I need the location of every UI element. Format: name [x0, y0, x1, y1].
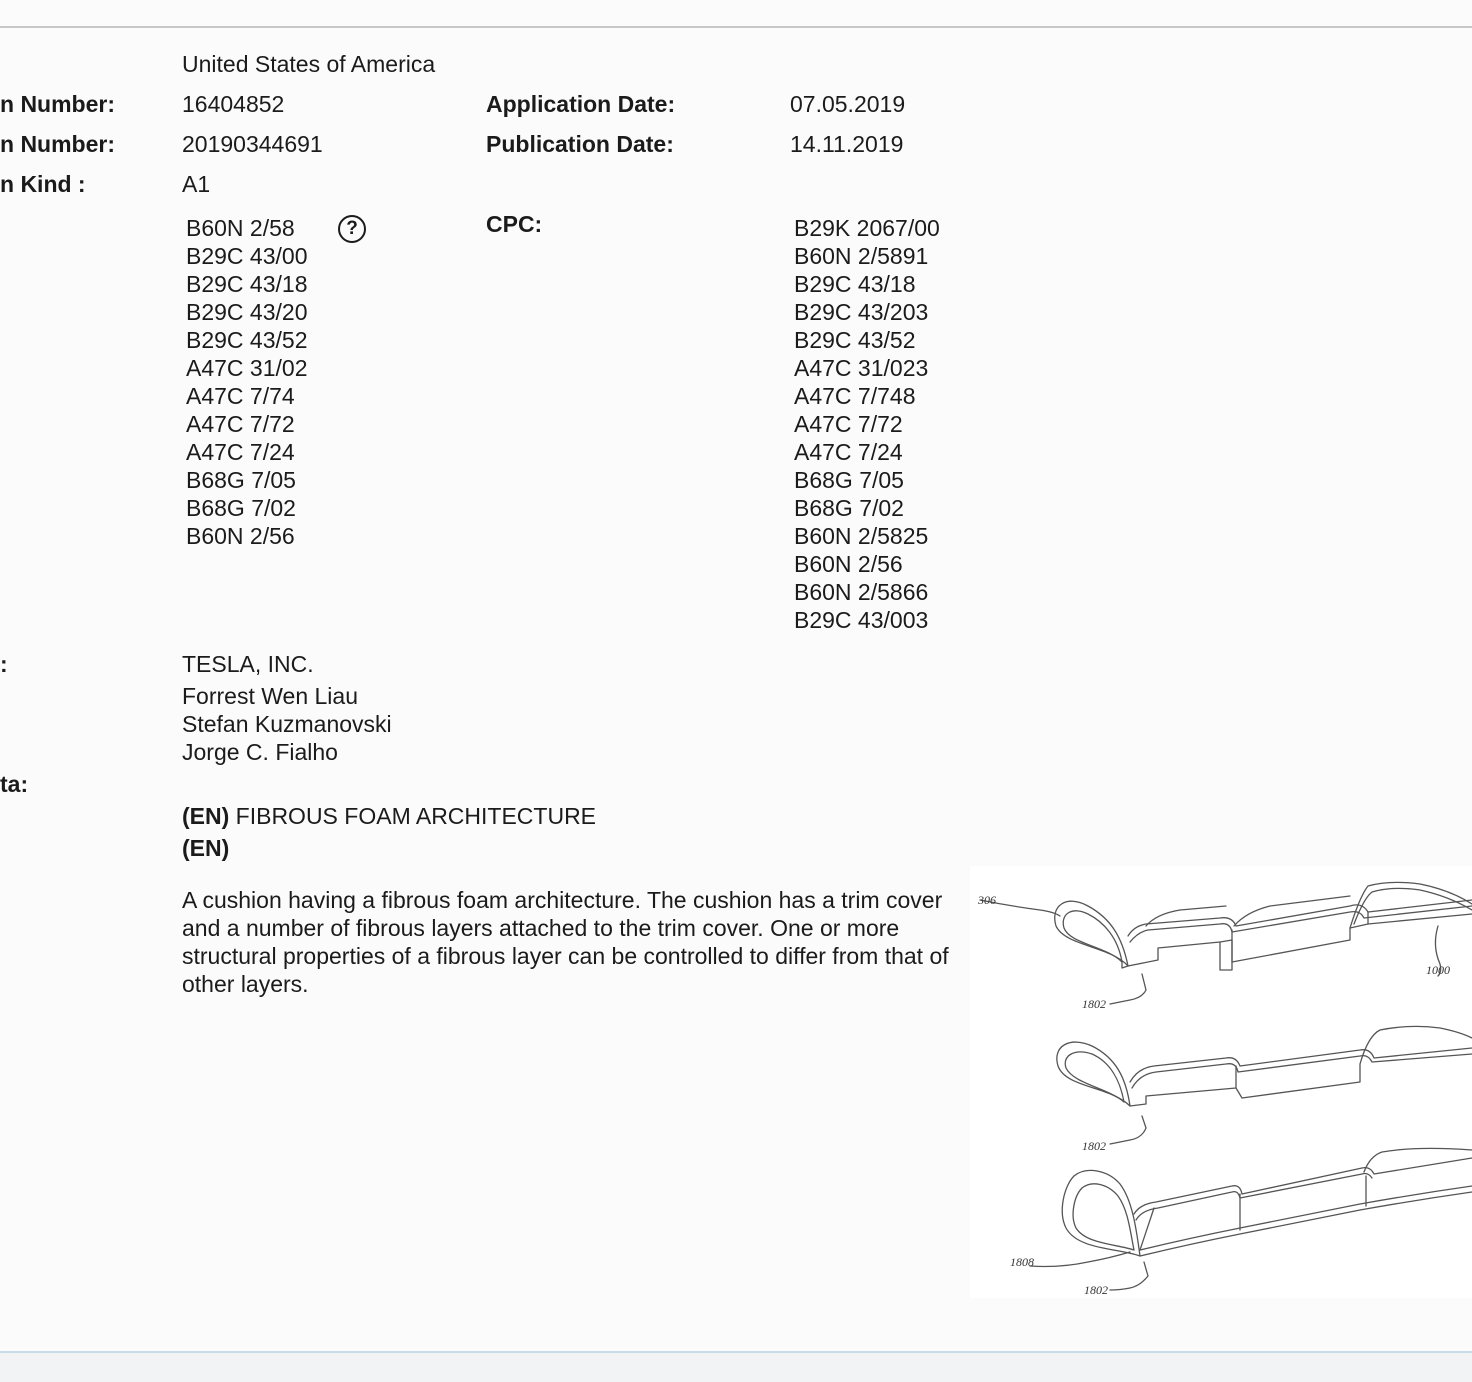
ipc-code-list: [186, 214, 307, 550]
abstract-text: A cushion having a fibrous foam architecture. The cushion has a trim cover and a number of fibrous layers attached to the trim cover. One or more structural properties of a fibrous layer can be controlled to differ from that of other layers.: [182, 887, 949, 997]
cpc-code-list: [794, 214, 940, 634]
bottom-divider: [0, 1351, 1472, 1382]
label-publication-number: n Number:: [0, 131, 115, 157]
ipc-code[interactable]: A47C 7/72: [186, 411, 295, 437]
ipc-code[interactable]: B29C 43/20: [186, 299, 308, 325]
cushion-figure-2: [1057, 1026, 1472, 1144]
ipc-code[interactable]: A47C 31/02: [186, 355, 308, 381]
ipc-code[interactable]: B29C 43/18: [186, 271, 308, 297]
ipc-code[interactable]: B29C 43/52: [186, 327, 308, 353]
title-language-secondary: (EN): [182, 835, 230, 861]
ipc-code[interactable]: B60N 2/56: [186, 523, 295, 549]
cpc-code[interactable]: B29C 43/003: [794, 607, 929, 633]
label-applicant: :: [0, 651, 8, 677]
cpc-code[interactable]: B68G 7/02: [794, 495, 904, 521]
cpc-code[interactable]: B60N 2/5825: [794, 523, 929, 549]
cpc-code[interactable]: B60N 2/5866: [794, 579, 929, 605]
title-language: (EN): [182, 803, 230, 829]
ipc-code[interactable]: A47C 7/74: [186, 383, 295, 409]
publication-kind-value: A1: [182, 171, 211, 197]
cushion-figure-1: [980, 882, 1472, 1004]
drawing-label: 1802: [1084, 1283, 1108, 1297]
cpc-code[interactable]: B29C 43/18: [794, 271, 916, 297]
cpc-code[interactable]: A47C 7/72: [794, 411, 903, 437]
ipc-code[interactable]: B68G 7/05: [186, 467, 296, 493]
ipc-code[interactable]: A47C 7/24: [186, 439, 295, 465]
application-date-value: 07.05.2019: [790, 91, 906, 117]
invention-title: [182, 802, 596, 830]
drawing-label: 306: [978, 893, 996, 907]
cpc-code[interactable]: B29C 43/203: [794, 299, 929, 325]
label-publication-kind: n Kind :: [0, 171, 86, 197]
drawing-label: 1802: [1082, 997, 1106, 1011]
applicant-value: TESLA, INC.: [182, 651, 314, 677]
inventor-name: Jorge C. Fialho: [182, 739, 338, 765]
cpc-code[interactable]: B60N 2/56: [794, 551, 903, 577]
label-application-number: n Number:: [0, 91, 115, 117]
cpc-code[interactable]: A47C 7/748: [794, 383, 916, 409]
publication-date-value: 14.11.2019: [790, 131, 904, 157]
label-publication-date: Publication Date:: [486, 131, 674, 157]
help-icon[interactable]: ?: [338, 215, 366, 243]
ipc-code[interactable]: B29C 43/00: [186, 243, 308, 269]
drawing-label: 1802: [1082, 1139, 1106, 1153]
country-value: United States of America: [182, 51, 436, 77]
cpc-code[interactable]: B68G 7/05: [794, 467, 904, 493]
title-text: FIBROUS FOAM ARCHITECTURE: [229, 803, 597, 829]
ipc-code[interactable]: B68G 7/02: [186, 495, 296, 521]
drawing-label: 1808: [1010, 1255, 1034, 1269]
cpc-code[interactable]: A47C 31/023: [794, 355, 929, 381]
cpc-code[interactable]: B29C 43/52: [794, 327, 916, 353]
application-number-value: 16404852: [182, 91, 285, 117]
label-bibliographic-data: ta:: [0, 771, 29, 797]
inventor-name: Forrest Wen Liau: [182, 683, 358, 709]
inventor-name: Stefan Kuzmanovski: [182, 711, 392, 737]
label-application-date: Application Date:: [486, 91, 676, 117]
drawing-label: 1000: [1426, 963, 1450, 977]
publication-number-value: 20190344691: [182, 131, 323, 157]
ipc-code[interactable]: B60N 2/58: [186, 215, 295, 241]
cpc-code[interactable]: A47C 7/24: [794, 439, 903, 465]
label-cpc: CPC:: [486, 211, 543, 237]
cpc-code[interactable]: B29K 2067/00: [794, 215, 940, 241]
cushion-figure-3: [1030, 1148, 1472, 1290]
top-divider: [0, 0, 1472, 28]
cpc-code[interactable]: B60N 2/5891: [794, 243, 929, 269]
patent-drawing: [970, 866, 1472, 1298]
